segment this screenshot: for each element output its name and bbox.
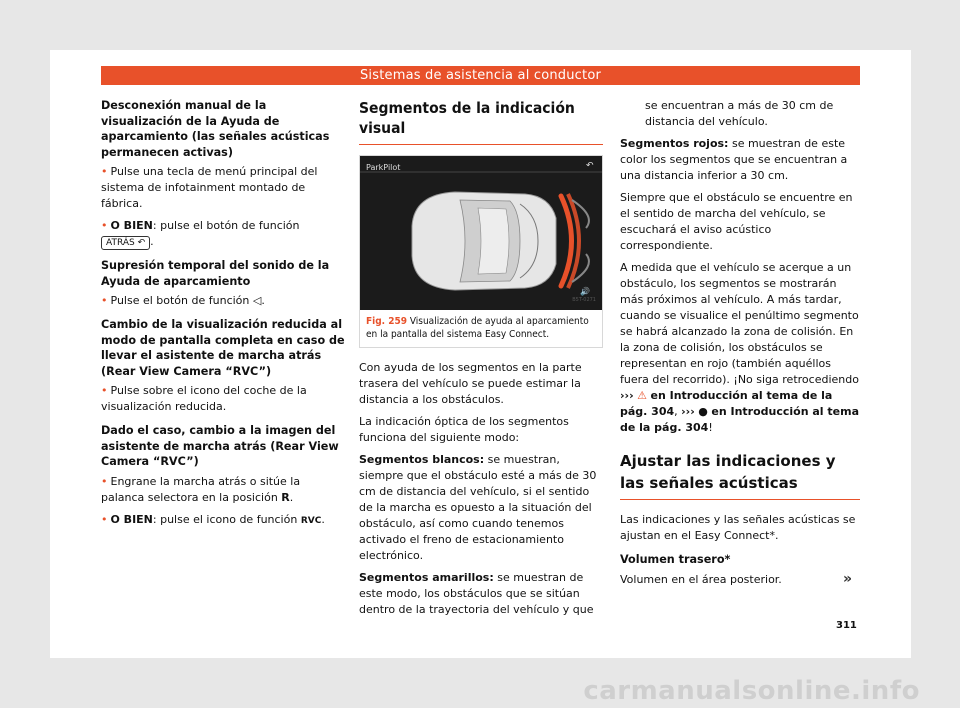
bullet-5: • Engrane la marcha atrás o sitúe la palanca selectora en la posición R. <box>101 474 301 504</box>
right-column <box>620 98 860 594</box>
continue-icon: » <box>843 571 853 587</box>
figure-259 <box>359 155 603 348</box>
bullet-icon: • <box>101 512 108 526</box>
section-header: Sistemas de asistencia al conductor <box>101 66 860 85</box>
paragraph-3: Siempre que el obstáculo se encuentre en el sentido de marcha del vehículo, se escuchará el aviso acústico correspondiente. <box>620 191 853 252</box>
heading-rear-volume: Volumen trasero* <box>620 553 731 566</box>
info-icon: ● <box>698 405 708 418</box>
parking-car-illustration <box>360 156 602 310</box>
section-title-adjust: Ajustar las indicaciones y las señales acústicas <box>620 450 860 500</box>
heading-manual-disconnect: Desconexión manual de la visualización de la Ayuda de aparcamiento (las señales acústicas permanecen activas) <box>101 99 330 159</box>
paragraph-4: A medida que el vehículo se acerque a un obstáculo, los segmentos se mostrarán más próximos al vehículo. A más tardar, cuando se visualice el penúltimo segmento se habrá alcanzado la zona de colisión. En la zona de colisión, los obstáculos se representan en rojo (también aquéllos fuera del recorrido). ¡No siga retrocediendo ››› ⚠ en Introducción al tema de la pág. 304, ››› ● en Introducción al tema de la pág. 304! <box>620 261 860 434</box>
section-title-segments: Segmentos de la indicación visual <box>359 98 603 145</box>
heading-temporary-mute: Supresión temporal del sonido de la Ayuda de aparcamiento <box>101 259 330 288</box>
bullet-1: • Pulse una tecla de menú principal del sistema de infotainment montado de fábrica. <box>101 165 318 210</box>
page-number: 311 <box>836 620 857 631</box>
parkpilot-screen <box>360 156 602 310</box>
left-column <box>101 98 346 535</box>
bullet-icon: • <box>101 384 108 397</box>
screen-label: ParkPilot <box>366 163 401 172</box>
back-button-icon: ATRÁS ↶ <box>101 236 150 250</box>
paragraph-1: Con ayuda de los segmentos en la parte trasera del vehículo se puede estimar la distancia a los obstáculos. <box>359 361 582 406</box>
definition-red: Segmentos rojos: se muestran de este color los segmentos que se encuentran a una distancia inferior a 30 cm. <box>620 137 848 182</box>
definition-white: Segmentos blancos: se muestran, siempre que el obstáculo esté a más de 30 cm de distancia del vehículo, si el sentido de la marcha es opuesto a la situación del obstáculo, así como cuando tenemos activado el freno de estacionamiento electrónico. <box>359 453 597 562</box>
bullet-6: • O BIEN: pulse el icono de función RVC. <box>101 512 325 526</box>
definition-yellow: Segmentos amarillos: se muestran de este modo, los obstáculos que se sitúan dentro de la trayectoria del vehículo y que <box>359 571 594 616</box>
figure-caption: Fig. 259 Visualización de ayuda al aparcamiento en la pantalla del sistema Easy Connect. <box>366 316 589 340</box>
warning-icon: ⚠ <box>637 389 647 402</box>
heading-rvc: Dado el caso, cambio a la imagen del asistente de marcha atrás (Rear View Camera “RVC”) <box>101 424 339 468</box>
reference-link-1[interactable]: en Introducción al tema de la pág. 304 <box>620 389 833 418</box>
bullet-icon: • <box>101 474 108 488</box>
paragraph-5: Las indicaciones y las señales acústicas se ajustan en el Easy Connect*. <box>620 513 856 542</box>
heading-fullscreen: Cambio de la visualización reducida al modo de pantalla completa en caso de llevar el asistente de marcha atrás (Rear View Camera “RVC”) <box>101 318 345 378</box>
bullet-icon: • <box>101 294 108 307</box>
speaker-icon: 🔊 <box>580 287 590 296</box>
middle-column <box>359 98 603 624</box>
bullet-4: • Pulse sobre el icono del coche de la visualización reducida. <box>101 384 307 413</box>
definition-yellow-continued: se encuentran a más de 30 cm de distancia del vehículo. <box>645 99 834 128</box>
bullet-icon: • <box>101 219 108 232</box>
bullet-3: • Pulse el botón de función ◁. <box>101 294 265 307</box>
bullet-2: • O BIEN: pulse el botón de función ATRÁS ↶ . <box>101 219 300 248</box>
paragraph-2: La indicación óptica de los segmentos funciona del siguiente modo: <box>359 415 569 444</box>
paragraph-6: Volumen en el área posterior. <box>620 572 782 586</box>
back-icon: ↶ <box>586 161 594 171</box>
figure-code: B5T-0271 <box>572 297 596 303</box>
reference-link-2[interactable]: en Introducción al tema de la pág. 304 <box>620 405 860 434</box>
bullet-icon: • <box>101 165 108 178</box>
